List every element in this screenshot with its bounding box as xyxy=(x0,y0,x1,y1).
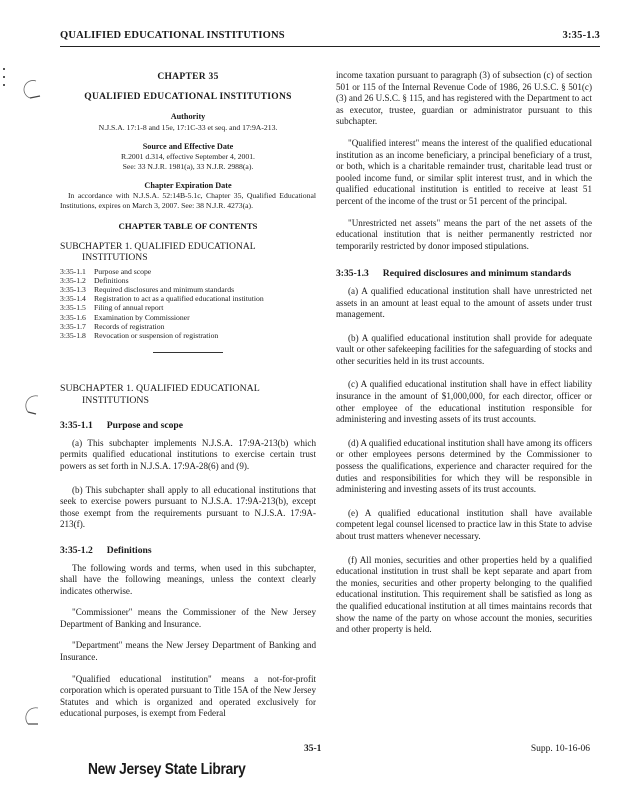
paragraph-continued: income taxation pursuant to paragraph (3) of subsection (c) of section 501 or 115 of the Internal Revenue Code of 1986, 26 U.S.C. § 501(c)(3) and 26 U.S.C. § 115, and has registered with the Department to act as executor, trustee, guardian or administrator pursuant to this subchapter. xyxy=(336,70,592,127)
right-column xyxy=(336,70,592,636)
source-line-2: See: 33 N.J.R. 1981(a), 33 N.J.R. 2988(a). xyxy=(122,161,254,171)
left-column xyxy=(60,70,316,720)
toc-subchapter-line-2: INSTITUTIONS xyxy=(82,251,148,263)
toc-entry-number: 3:35-1.7 xyxy=(60,321,86,331)
subchapter-title-line-1: SUBCHAPTER 1. QUALIFIED EDUCATIONAL xyxy=(60,383,260,395)
definition-unrestricted-net-assets: "Unrestricted net assets" means the part of the net assets of the educational institution that is neither permanently restricted nor temporarily restricted by donor imposed stipulations. xyxy=(336,217,592,251)
authority-heading: Authority xyxy=(170,112,206,122)
toc-entry-title: Examination by Commissioner xyxy=(94,312,190,322)
margin-dot xyxy=(3,76,5,78)
definition-qualified-interest: "Qualified interest" means the interest of the qualified educational institution as an income beneficiary, a principal beneficiary of a trust, or both, which is a charitable remainder trust, charitable lead trust or pooled income fund, or similar split interest trust, and in which the qualified educational institution is entitled to receive at least 51 percent of the income of the trust or 51 percent of the principal. xyxy=(336,137,592,206)
toc-entry-number: 3:35-1.1 xyxy=(60,266,86,276)
toc-entry-number: 3:35-1.8 xyxy=(60,330,86,340)
source-heading: Source and Effective Date xyxy=(142,141,234,151)
toc-entry[interactable] xyxy=(60,267,316,276)
toc-entry-number: 3:35-1.2 xyxy=(60,275,86,285)
library-watermark: New Jersey State Library xyxy=(88,761,246,778)
binding-hole-mark xyxy=(22,394,46,418)
section-title: Purpose and scope xyxy=(106,420,184,432)
toc-subchapter-title xyxy=(60,241,316,263)
chapter-number: CHAPTER 35 xyxy=(157,72,219,82)
subchapter-title-line-2: INSTITUTIONS xyxy=(82,394,149,406)
toc-entry-title: Required disclosures and minimum standards xyxy=(94,284,235,294)
definition-department: "Department" means the New Jersey Department of Banking and Insurance. xyxy=(60,640,316,663)
section-title: Required disclosures and minimum standards xyxy=(382,268,572,280)
table-of-contents xyxy=(60,267,316,341)
subchapter-title xyxy=(60,383,316,406)
toc-entry-title: Revocation or suspension of registration xyxy=(94,330,219,340)
section-heading xyxy=(60,545,316,557)
binding-hole-mark xyxy=(22,78,46,102)
section-heading xyxy=(60,420,316,432)
section-title: Definitions xyxy=(106,544,152,556)
paragraph: The following words and terms, when used in this subchapter, shall have the following meanings, unless the context clearly indicates otherwise. xyxy=(60,562,316,596)
section-number: 3:35-1.2 xyxy=(60,544,93,556)
toc-entry[interactable] xyxy=(60,294,316,303)
paragraph: (a) This subchapter implements N.J.S.A. 17:9A-213(b) which permits qualified educational institutions to exercise certain trust powers as set forth in N.J.S.A. 17:9A-28(6) and (9). xyxy=(60,437,316,471)
section-heading xyxy=(336,268,592,280)
toc-entry-number: 3:35-1.3 xyxy=(60,284,86,294)
chapter-title: QUALIFIED EDUCATIONAL INSTITUTIONS xyxy=(84,91,292,102)
toc-entry-number: 3:35-1.5 xyxy=(60,303,86,313)
section-number: 3:35-1.1 xyxy=(60,420,93,432)
paragraph: (a) A qualified educational institution shall have unrestricted net assets in an amount at least equal to the amount of assets under trust management. xyxy=(336,285,592,320)
source-line-1: R.2001 d.314, effective September 4, 2001. xyxy=(121,152,255,162)
toc-entry-title: Purpose and scope xyxy=(94,266,152,276)
toc-entry-title: Records of registration xyxy=(94,321,165,331)
running-header-title: QUALIFIED EDUCATIONAL INSTITUTIONS xyxy=(60,30,285,41)
paragraph: (b) A qualified educational institution shall provide for adequate vault or other safekeeping facilities for the safeguarding of stocks and other securities held in its trust accounts. xyxy=(336,332,592,366)
page-number: 35-1 xyxy=(304,744,322,754)
definition-commissioner: "Commissioner" means the Commissioner of the New Jersey Department of Banking and Insurance. xyxy=(60,607,316,629)
paragraph: (c) A qualified educational institution shall have in effect liability insurance in the amount of $1,000,000, for each director, officer or other employee of the educational institution responsible for administering and investing assets of its trust accounts. xyxy=(336,379,592,425)
authority-text: N.J.S.A. 17:1-8 and 15e, 17:1C-33 et seq. and 17:9A-213. xyxy=(98,122,278,132)
toc-entry-title: Filing of annual report xyxy=(94,303,164,313)
toc-entry[interactable] xyxy=(60,303,316,312)
paragraph: (e) A qualified educational institution shall have available competent legal counsel licensed to practice law in this State to advise about trust matters whenever necessary. xyxy=(336,507,592,541)
toc-entry[interactable] xyxy=(60,276,316,285)
paragraph: (f) All monies, securities and other properties held by a qualified educational institution in trust shall be kept separate and apart from the monies, securities and other property belonging to the qualified educational institution. This requirement shall be satisfied as long as the qualified educational institution at all times maintains records that show the name of the party on whose account the monies, securities and other property is held. xyxy=(336,554,592,635)
toc-entry-title: Registration to act as a qualified educational institution xyxy=(94,294,264,304)
expiration-text: In accordance with N.J.S.A. 52:14B-5.1c, Chapter 35, Qualified Educational Institutions, expires on March 3, 2007. See: 38 N.J.R. 4273(a). xyxy=(60,191,316,211)
toc-entry-title: Definitions xyxy=(94,275,129,285)
toc-entry[interactable] xyxy=(60,331,316,340)
paragraph: (d) A qualified educational institution shall have among its officers or other employees persons determined by the Commissioner to possess the qualifications, experience and character required for the duties and responsibilities for which they will be responsible in administering and investing assets of its trust accounts. xyxy=(336,437,592,495)
toc-heading: CHAPTER TABLE OF CONTENTS xyxy=(118,220,258,231)
definition-qualified-institution: "Qualified educational institution" means a not-for-profit corporation which is operated pursuant to Title 15A of the New Jersey Statutes and which is organized and operated exclusively for educational purposes, is exempt from Federal xyxy=(60,673,316,719)
toc-entry[interactable] xyxy=(60,313,316,322)
toc-entry-number: 3:35-1.4 xyxy=(60,294,86,304)
toc-entry[interactable] xyxy=(60,285,316,294)
toc-entry-number: 3:35-1.6 xyxy=(60,312,86,322)
margin-dot xyxy=(3,68,5,70)
running-header-section: 3:35-1.3 xyxy=(562,30,600,41)
toc-entry[interactable] xyxy=(60,322,316,331)
section-number: 3:35-1.3 xyxy=(336,268,369,280)
binding-hole-mark xyxy=(22,706,46,730)
margin-dot xyxy=(3,84,5,86)
divider xyxy=(153,352,223,353)
supplement-date: Supp. 10-16-06 xyxy=(530,744,590,754)
running-header xyxy=(60,28,600,47)
paragraph: (b) This subchapter shall apply to all educational institutions that seek to exercise powers pursuant to N.J.S.A. 17:9A-213(b), except those exempt from the requirements pursuant to N.J.S.A. 17:9A-213(f). xyxy=(60,484,316,530)
toc-subchapter-line-1: SUBCHAPTER 1. QUALIFIED EDUCATIONAL xyxy=(60,240,256,252)
expiration-heading: Chapter Expiration Date xyxy=(144,180,232,190)
